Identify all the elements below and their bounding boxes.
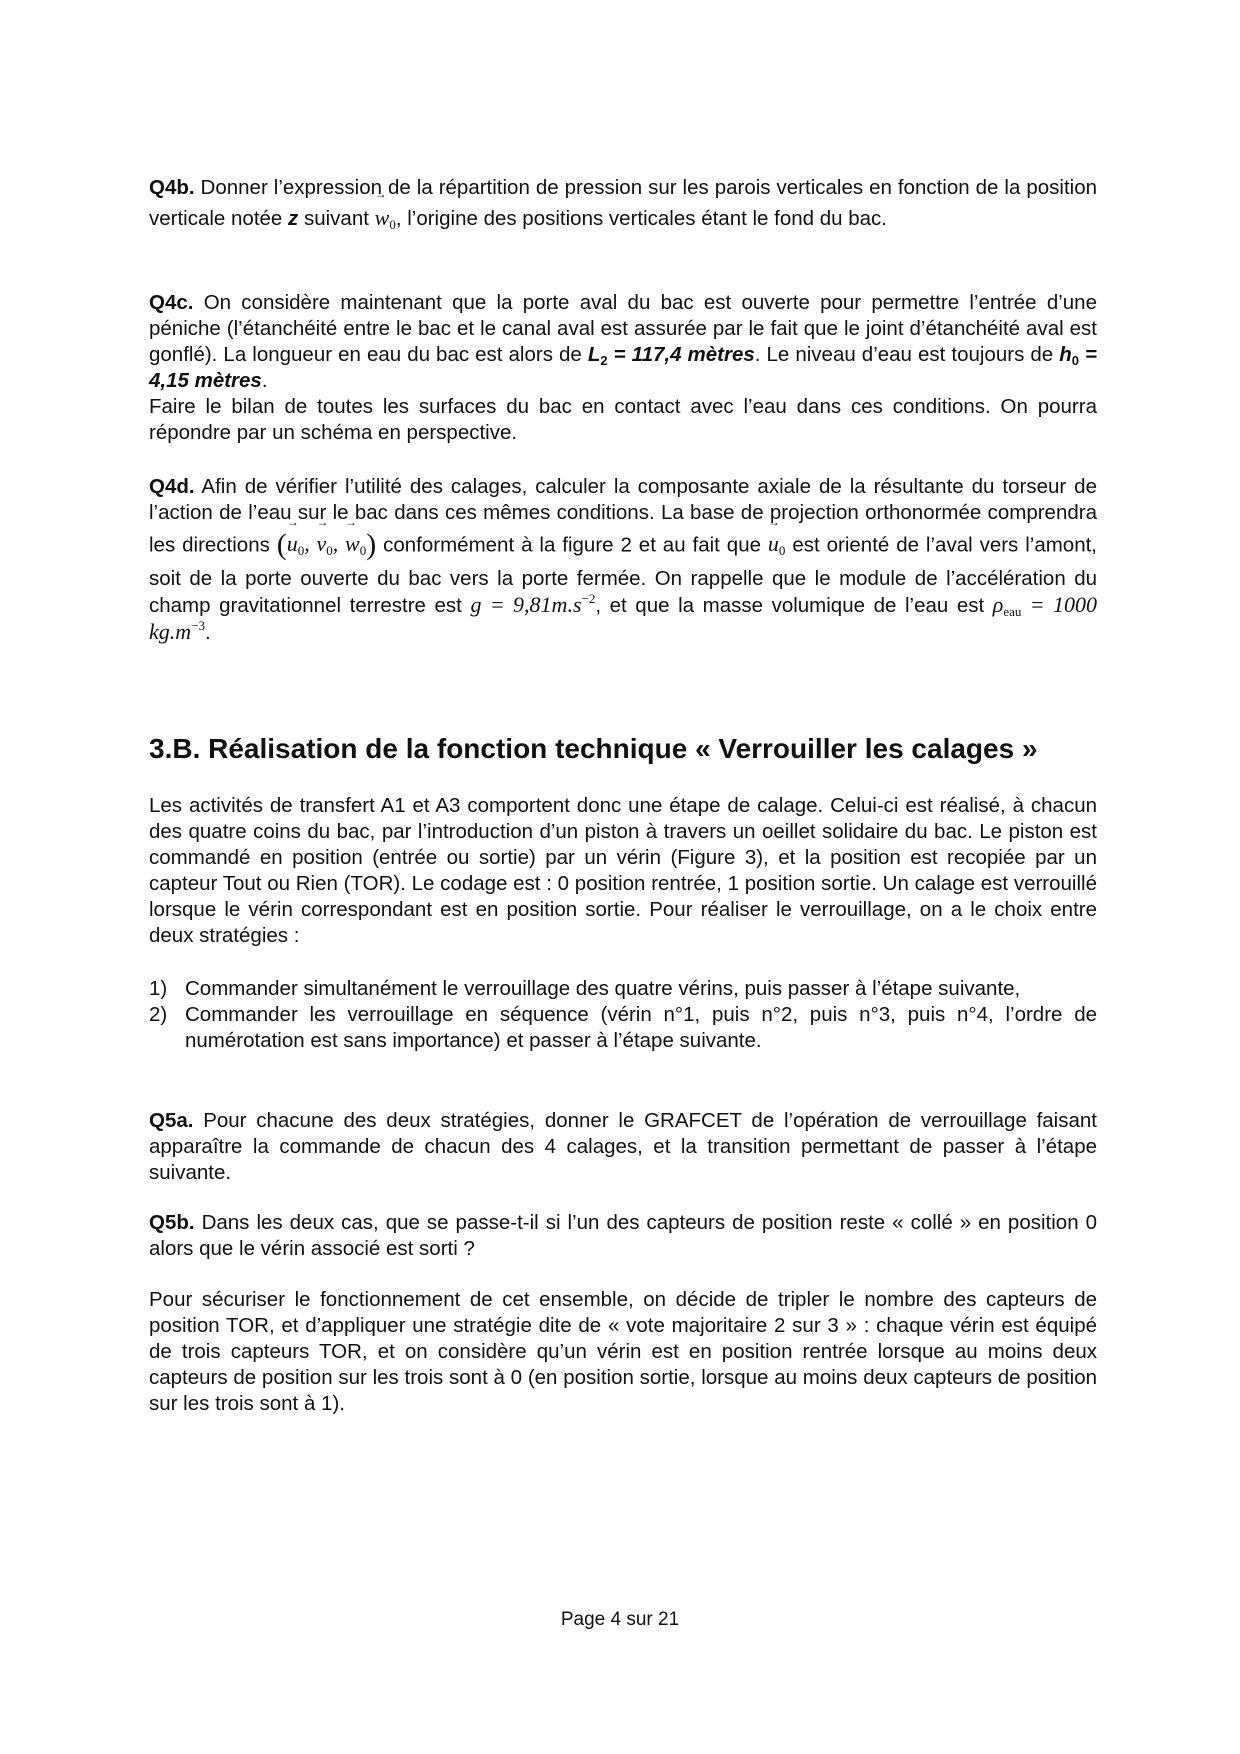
vector-u0: → $u_0$ bbox=[768, 531, 786, 556]
question-q4b bbox=[149, 173, 1097, 234]
q5a-text: Pour chacune des deux stratégies, donner le GRAFCET de l’opération de verrouillage faisant apparaître la commande de chacun des 4 calages, et la transition permettant de passer à l’étape suivante. bbox=[149, 1109, 1097, 1184]
list-item bbox=[149, 1002, 1097, 1054]
closing-paragraph: Pour sécuriser le fonctionnement de cet ensemble, on décide de tripler le nombre des capteurs de position TOR, et d’appliquer une stratégie dite de « vote majoritaire 2 sur 3 » : chaque vérin est équipé de trois capteurs TOR, et on considère qu’un vérin est en position rentrée lorsque au moins deux capteurs de position sur les trois sont à 0 (en position sortie, lorsque au moins deux capteurs de position sur les trois sont à 1). bbox=[149, 1288, 1097, 1415]
question-label: Q5a. bbox=[149, 1109, 194, 1132]
q4b-text-1: Donner l’expression de la répartition de pression sur les parois verticales en fonction de la position verticale notée bbox=[149, 176, 1097, 230]
basis-vectors: (→ $u_0$, → $v_0$, → $w_0$) bbox=[277, 531, 376, 556]
q4c-text-3: . bbox=[261, 369, 268, 392]
variable-z: z bbox=[288, 207, 299, 230]
question-label: Q5b. bbox=[149, 1211, 195, 1234]
question-q4d bbox=[149, 474, 1097, 646]
q4d-text-5: . bbox=[205, 621, 211, 644]
q4d-text-4: , et que la masse volumique de l’eau est bbox=[595, 594, 993, 617]
page-number: Page 4 sur 21 bbox=[560, 1609, 680, 1630]
question-q5b bbox=[149, 1210, 1097, 1262]
q4b-text-3: , l’origine des positions verticales étant le fond du bac. bbox=[395, 207, 887, 230]
height-h0: $h_0 = 4,15$ mètres bbox=[149, 343, 1098, 392]
q4d-text-3: est orienté de l’aval vers l’amont, soit de la porte ouverte du bac vers la porte fermée. On rappelle que le module de l’accélération du champ gravitationnel terrestre est bbox=[149, 533, 1097, 617]
section-title: 3.B. Réalisation de la fonction technique « Verrouiller les calages » bbox=[149, 733, 1038, 764]
list-item bbox=[149, 976, 1097, 1002]
strategy-list bbox=[149, 976, 1097, 1054]
q5b-text: Dans les deux cas, que se passe-t-il si l’un des capteurs de position reste « collé » en position 0 alors que le vérin associé est sorti ? bbox=[149, 1211, 1097, 1260]
q4d-text-1: Afin de vérifier l’utilité des calages, calculer la composante axiale de la résultante du torseur de l’action de l’eau sur le bac dans ces mêmes conditions. La base de projection orthonormée comprendra les directions bbox=[149, 475, 1097, 557]
list-text: Commander les verrouillage en séquence (vérin n°1, puis n°2, puis n°3, puis n°4, l’ordre de numérotation est sans importance) et passer à l’étape suivante. bbox=[185, 1003, 1097, 1052]
question-q5a bbox=[149, 1108, 1097, 1186]
question-label: Q4d. bbox=[149, 475, 195, 498]
question-q4c bbox=[149, 290, 1097, 446]
q4c-text-2: . Le niveau d’eau est toujours de bbox=[754, 343, 1060, 366]
gravity-formula: $g = 9,81m.s^{-2}$ bbox=[470, 591, 596, 617]
q4c-text-4: Faire le bilan de toutes les surfaces du bac en contact avec l’eau dans ces conditions. On pourra répondre par un schéma en perspective. bbox=[149, 395, 1097, 444]
question-label: Q4c. bbox=[149, 291, 194, 314]
density-formula: $\rho_{eau} = 1000$ $kg.m^{-3}$ bbox=[149, 592, 1097, 644]
list-number: 1) bbox=[149, 977, 168, 1000]
q4c-text-1: On considère maintenant que la porte aval du bac est ouverte pour permettre l’entrée d’une péniche (l’étanchéité entre le bac et le canal aval est assurée par le fait que le joint d’étanchéité aval est gonflé). La longueur en eau du bac est alors de bbox=[149, 291, 1097, 366]
length-L2: $L_2 = 117,4$ mètres bbox=[587, 343, 755, 368]
question-label: Q4b. bbox=[149, 176, 195, 199]
q4d-text-2: conformément à la figure 2 et au fait que bbox=[376, 533, 768, 557]
vector-w0: → $w_0$ bbox=[375, 205, 396, 230]
intro-paragraph: Les activités de transfert A1 et A3 comportent donc une étape de calage. Celui-ci est réalisé, à chacun des quatre coins du bac, par l’introduction d’un piston à travers un oeillet solidaire du bac. Le piston est commandé en position (entrée ou sortie) par un vérin (Figure 3), et la position est recopiée par un capteur Tout ou Rien (TOR). Le codage est : 0 position rentrée, 1 position sortie. Un calage est verrouillé lorsque le vérin correspondant est en position sortie. Pour réaliser le verrouillage, on a le choix entre deux stratégies : bbox=[149, 794, 1097, 947]
list-number: 2) bbox=[149, 1003, 168, 1026]
list-text: Commander simultanément le verrouillage des quatre vérins, puis passer à l’étape suivante, bbox=[185, 977, 1021, 1000]
q4b-text-2: suivant bbox=[298, 207, 375, 230]
